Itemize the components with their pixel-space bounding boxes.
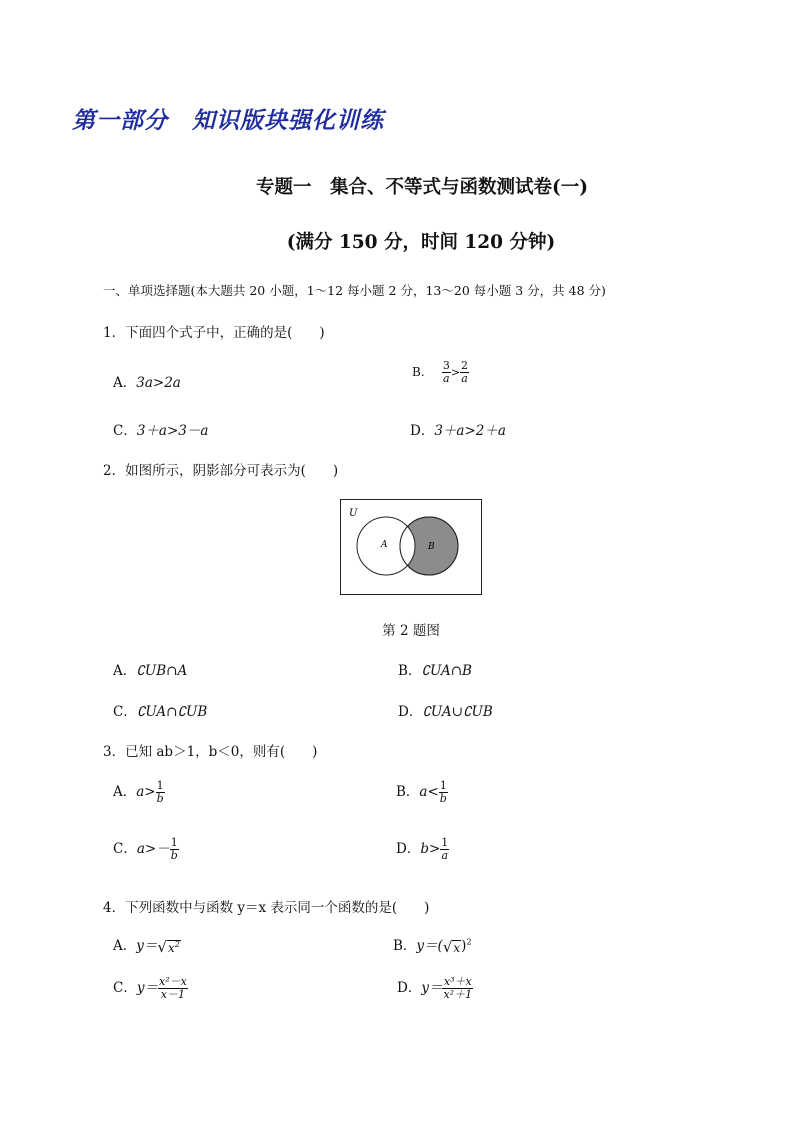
q2-option-d: D．∁UA∪∁UB (398, 704, 493, 720)
label-u: U (349, 508, 358, 519)
q1-option-c: C．3＋a>3－a (113, 423, 209, 439)
q2-option-a: A．∁UB∩A (113, 663, 188, 679)
exam-title: 专题一 集合、不等式与函数测试卷(一) (255, 177, 588, 198)
q1-option-b: B. $\frac{3}{a}$ > $\frac{2}{a}$ (412, 359, 469, 386)
q4-option-c: C．y＝ $\frac{\text{x²－x}}{x-1}$ (113, 975, 187, 1002)
question-4-stem: 4．下列函数中与函数 y＝x 表示同一个函数的是( ) (103, 900, 430, 916)
figure-caption: 第 2 题图 (382, 623, 440, 639)
question-1-stem: 1．下面四个式子中，正确的是( ) (103, 325, 325, 341)
q1-option-d: D．3＋a>2＋a (410, 423, 506, 439)
exam-subtitle: (满分 150 分，时间 120 分钟) (286, 232, 556, 253)
venn-diagram (340, 499, 482, 595)
q2-option-c: C．∁UA∩∁UB (113, 704, 208, 720)
q2-option-b: B．∁UA∩B (398, 663, 472, 679)
label-b: B (428, 542, 435, 552)
q4-option-a: A．$y=√x^2$ (113, 937, 180, 956)
question-3-stem: 3．已知 ab＞1，b＜0，则有( ) (103, 744, 318, 760)
label-a: A (381, 540, 388, 550)
q4-option-b: B．$y=(√x)^2$ (393, 937, 472, 956)
part-title: 第一部分 知识版块强化训练 (72, 107, 384, 134)
q3-option-b: B．a< $\frac{1}{b}$ (396, 779, 447, 806)
q3-option-c: C．a>－ $\frac{1}{b}$ (113, 836, 178, 863)
q1-option-a: A．3a>2a (113, 375, 181, 391)
q4-option-d: D．y＝ $\frac{\text{x³＋x}}{\text{x²＋1}}$ (397, 975, 473, 1002)
q3-option-d: D．b> $\frac{1}{a}$ (396, 836, 449, 863)
q3-option-a: A．a> $\frac{1}{b}$ (113, 779, 164, 806)
q1b-fraction-left: $\frac{3}{a}$ (442, 359, 450, 386)
question-2-stem: 2．如图所示，阴影部分可表示为( ) (103, 463, 339, 479)
section-heading: 一、单项选择题(本大题共 20 小题，1～12 每小题 2 分，13～20 每小题 3 分，共 48 分) (103, 283, 606, 298)
q1b-fraction-right: $\frac{2}{a}$ (461, 359, 469, 386)
